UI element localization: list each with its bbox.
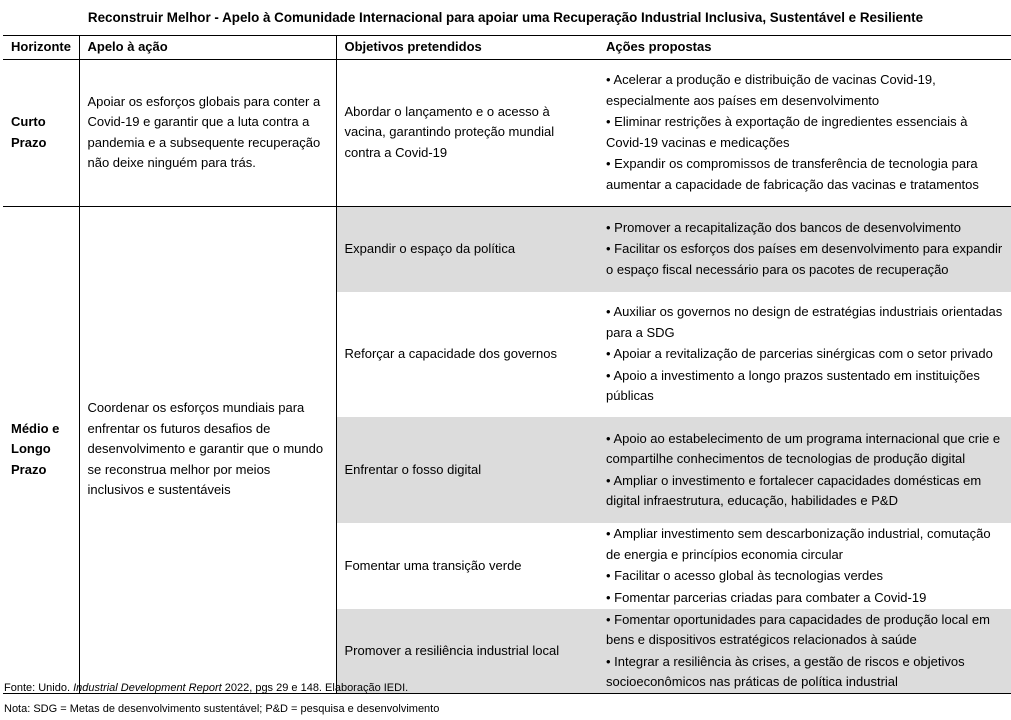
header-row <box>3 36 1011 60</box>
action-item: • Apoiar a revitalização de parcerias sinérgicas com o setor privado <box>606 346 993 362</box>
action-item: • Facilitar o acesso global às tecnologias verdes <box>606 568 883 583</box>
call-short-term: Apoiar os esforços globais para conter a Covid-19 e garantir que a luta contra a pandemia e a subsequente recuperação não deixe ninguém para trás. <box>79 59 336 206</box>
action-item: • Ampliar investimento sem descarbonização industrial, comutação de energia e princípios economia circular <box>606 526 991 562</box>
action-item: • Fomentar parcerias criadas para combater a Covid-19 <box>606 589 927 605</box>
action-item: • Fomentar oportunidades para capacidades de produção local em bens e dispositivos estratégicos relacionados à saúde <box>606 611 990 647</box>
source-prefix: Fonte: Unido. <box>4 682 71 694</box>
header-horizon: Horizonte <box>3 36 79 60</box>
table-title: Reconstruir Melhor - Apelo à Comunidade Internacional para apoiar uma Recuperação Industrial Inclusiva, Sustentável e Resiliente <box>87 10 924 25</box>
objective-digital-divide: Enfrentar o fosso digital <box>336 417 598 523</box>
action-item: • Acelerar a produção e distribuição de vacinas Covid-19, especialmente aos países em desenvolvimento <box>606 72 936 108</box>
table-row-short-term <box>3 59 1011 206</box>
header-call: Apelo à ação <box>79 36 336 60</box>
actions-government-capacity <box>598 292 1011 417</box>
actions-local-resilience <box>598 609 1011 693</box>
action-item: • Expandir os compromissos de transferência de tecnologia para aumentar a capacidade de fabricação das vacinas e tratamentos <box>606 156 979 192</box>
action-item: • Facilitar os esforços dos países em desenvolvimento para expandir o espaço fiscal necessário para os pacotes de recuperação <box>606 241 1003 277</box>
header-objectives: Objetivos pretendidos <box>336 36 598 60</box>
objective-green-transition: Fomentar uma transição verde <box>336 523 598 609</box>
source-suffix: 2022, pgs 29 e 148. Elaboração IEDI. <box>221 682 409 694</box>
header-actions: Ações propostas <box>598 36 1011 60</box>
call-medium-term: Coordenar os esforços mundiais para enfrentar os futuros desafios de desenvolvimento e garantir que o mundo se reconstrua melhor por meios inclusivos e sustentáveis <box>79 206 336 693</box>
table-row-policy-space <box>3 206 1011 292</box>
recovery-table <box>3 35 1011 694</box>
actions-green-transition <box>598 523 1011 609</box>
objective-policy-space: Expandir o espaço da política <box>336 206 598 292</box>
actions-digital-divide <box>598 417 1011 523</box>
action-item: • Apoio a investimento a longo prazos sustentado em instituições públicas <box>606 367 980 404</box>
action-item: • Auxiliar os governos no design de estratégias industriais orientadas para a SDG <box>606 304 1003 340</box>
objective-government-capacity: Reforçar a capacidade dos governos <box>336 292 598 417</box>
actions-short-term <box>598 59 1011 206</box>
action-item: • Integrar a resiliência às crises, a gestão de riscos e objetivos socioeconômicos nas práticas de política industrial <box>606 653 965 689</box>
objective-short-term: Abordar o lançamento e o acesso à vacina, garantindo proteção mundial contra a Covid-19 <box>336 59 598 206</box>
horizon-short-term: Curto Prazo <box>3 59 79 206</box>
horizon-medium-term: Médio e Longo Prazo <box>3 206 79 693</box>
action-item: • Apoio ao estabelecimento de um programa internacional que crie e compartilhe conhecimentos de tecnologias de produção digital <box>606 430 1001 466</box>
source-note <box>4 678 439 699</box>
abbreviation-note: Nota: SDG = Metas de desenvolvimento sustentável; P&D = pesquisa e desenvolvimento <box>4 703 440 715</box>
action-item: • Ampliar o investimento e fortalecer capacidades domésticas em digital infraestrutura, educação, habilidades e P&D <box>606 472 982 508</box>
source-title: Industrial Development Report <box>73 682 222 694</box>
actions-policy-space <box>598 206 1011 292</box>
objective-local-resilience: Promover a resiliência industrial local <box>336 609 598 693</box>
action-item: • Promover a recapitalização dos bancos de desenvolvimento <box>606 219 962 235</box>
footnotes <box>4 678 439 720</box>
action-item: • Eliminar restrições à exportação de ingredientes essenciais à Covid-19 vacinas e medicações <box>606 114 968 150</box>
